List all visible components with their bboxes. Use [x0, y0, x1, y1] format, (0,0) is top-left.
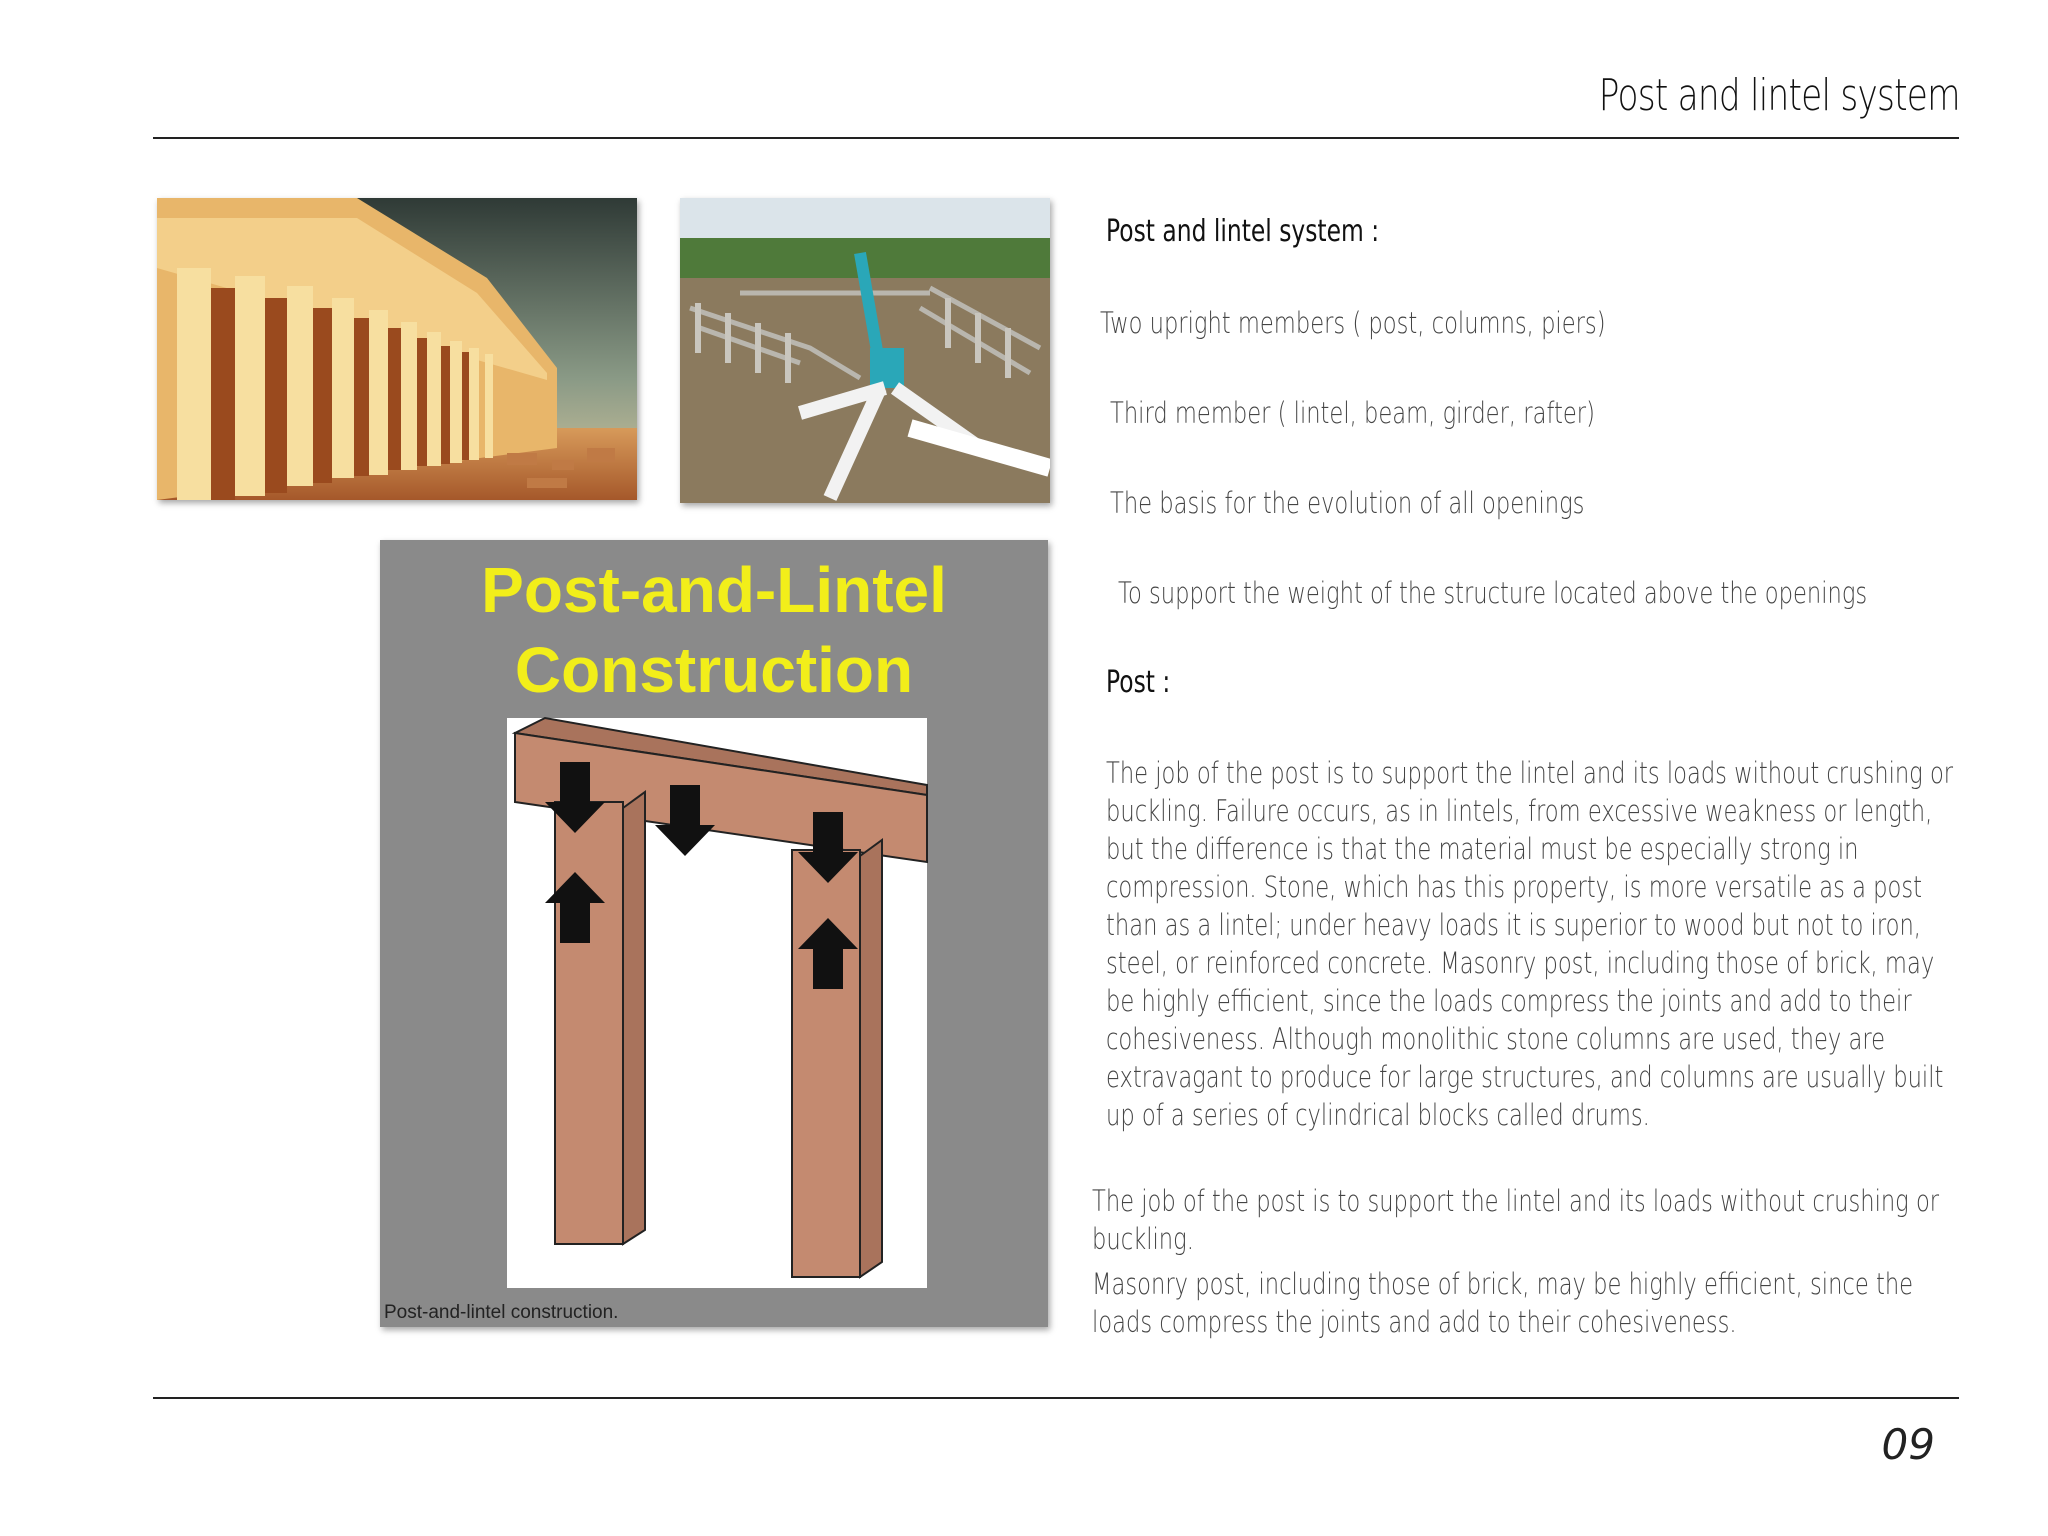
heading-post: Post :: [1106, 665, 1171, 700]
post-lintel-diagram: [380, 540, 1048, 1327]
diagram-title-line1: Post-and-Lintel: [481, 554, 947, 626]
construction-site-photo: [680, 198, 1050, 503]
post-paragraph-line: be highly efficient, since the loads compress the joints and add to their: [1106, 984, 1912, 1018]
page-number: 09: [1881, 1420, 1935, 1469]
header-divider: [153, 137, 1959, 139]
post-paragraph-line: buckling. Failure occurs, as in lintels, from excessive weakness or length,: [1106, 794, 1933, 828]
post-paragraph-line: extravagant to produce for large structures, and columns are usually built: [1106, 1060, 1944, 1094]
bullet-upright-members: Two upright members ( post, columns, piers): [1100, 306, 1606, 340]
post-paragraph-line: compression. Stone, which has this property, is more versatile as a post: [1106, 870, 1923, 904]
post-paragraph-line: than as a lintel; under heavy loads it is superior to wood but not to iron,: [1106, 908, 1921, 942]
post-paragraph-line: The job of the post is to support the lintel and its loads without crushing or: [1106, 756, 1954, 790]
bullet-evolution-openings: The basis for the evolution of all openings: [1110, 486, 1585, 520]
temple-colonnade-photo: [157, 198, 637, 500]
summary-line: The job of the post is to support the lintel and its loads without crushing or: [1092, 1184, 1940, 1218]
post-paragraph-line: cohesiveness. Although monolithic stone columns are used, they are: [1106, 1022, 1886, 1056]
summary-line: buckling.: [1092, 1222, 1194, 1256]
summary-line: loads compress the joints and add to their cohesiveness.: [1092, 1305, 1737, 1339]
diagram-title-line2: Construction: [514, 634, 914, 706]
diagram-caption: Post-and-lintel construction.: [384, 1302, 619, 1323]
post-paragraph-line: up of a series of cylindrical blocks called drums.: [1106, 1098, 1650, 1132]
page-title: Post and lintel system: [1599, 70, 1960, 121]
post-paragraph-line: but the difference is that the material must be especially strong in: [1106, 832, 1859, 866]
footer-divider: [153, 1397, 1959, 1399]
bullet-third-member: Third member ( lintel, beam, girder, rafter): [1110, 396, 1595, 430]
heading-post-lintel-system: Post and lintel system :: [1106, 214, 1380, 249]
bullet-support-weight: To support the weight of the structure located above the openings: [1118, 576, 1868, 610]
summary-line: Masonry post, including those of brick, may be highly efficient, since the: [1092, 1267, 1914, 1301]
post-paragraph-line: steel, or reinforced concrete. Masonry post, including those of brick, may: [1106, 946, 1935, 980]
